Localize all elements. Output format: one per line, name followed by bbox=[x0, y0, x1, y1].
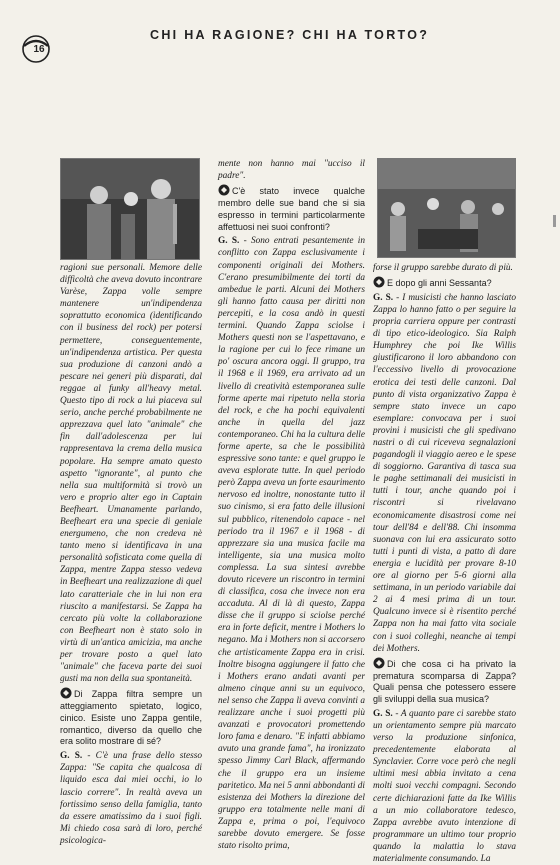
photo-band-stage-icon bbox=[378, 159, 515, 257]
col1-answer-text: - C'è una frase dello stesso Zappa: "Se capita che qualcosa di liquido esca dai miei occhi, io lo lascio correre". In realtà aveva un fortissimo senso della famiglia, tanto da essere amatissimo da i suoi figli. Mi chiedo cosa sarà di loro, perché psicologica- bbox=[60, 751, 203, 846]
text-column-1 bbox=[60, 262, 202, 847]
col3-question-1 bbox=[373, 276, 516, 290]
answer-label: G. S. bbox=[373, 708, 393, 719]
photo-left bbox=[60, 158, 200, 260]
binding-mark bbox=[553, 215, 556, 227]
col1-question bbox=[60, 687, 202, 748]
col2-answer bbox=[218, 235, 365, 852]
answer-label: G. S. bbox=[373, 292, 394, 303]
question-marker-icon bbox=[60, 687, 72, 699]
answer-label: G. S. bbox=[60, 751, 83, 762]
col2-paragraph: mente non hanno mai "ucciso il padre". bbox=[218, 159, 365, 182]
col3-question-2-text: Di che cosa ci ha privato la prematura scomparsa di Zappa? Quali pensa che potessero essere gli sviluppi della sua musica? bbox=[373, 658, 516, 705]
col1-paragraph: ragioni sue personali. Memore delle difficoltà che aveva dovuto incontrare Varèse, Zappa volle sempre mantenere un'indipendenza soprattutto economica (identificando con il business del rock) per potersi permettere, conseguentemente, un'indipendenza artistica. Per questa sua produzione di canzoni andò a pescare nei generi più disparati, dal reggae al funky all'heavy metal. Questo tipo di rock a lui piaceva sul serio, anche perché probabilmente ne apprezzava quel lato "animale" che fin dall'adolescenza per lui rappresentava la crema della musica popolare. Ha sempre amato questo aspetto "ignorante", al punto che nella sua multiformità si trovò un vero e proprio alter ego in Captain Beefheart. Umanamente parlando, Beefheart era una specie di geniale energumeno, che non credeva nè tanto meno si identificava in una personalità sofisticata come quella di Zappa, mentre Zappa stesso vedeva in Beefheart una realizzazione di quel lato caratteriale che in lui non era riuscito a manifestarsi. Se Zappa ha cercato più volte la collaborazione con Beefheart non è stato solo in virtù di un'antica amicizia, ma anche per trovare posto a quel lato "animale" che faceva parte dei suoi gusti ma non della sua spontaneità. bbox=[60, 263, 202, 685]
question-marker-icon bbox=[373, 657, 385, 669]
col3-question-1-text: E dopo gli anni Sessanta? bbox=[387, 278, 492, 289]
page-header-title: CHI HA RAGIONE? CHI HA TORTO? bbox=[150, 28, 430, 42]
page-number: 16 bbox=[33, 44, 45, 55]
col3-answer-1 bbox=[373, 292, 516, 655]
text-column-3 bbox=[373, 262, 516, 865]
col3-answer-1-text: - I musicisti che hanno lasciato Zappa lo hanno fatto o per seguire la propria carriera oppure per contrasti di tipo etico-ideologico. Sia Ralph Humphrey che poi Ike Willis giustificarono il loro abbandono con l'eccessivo livello di provocazione erotica dei testi delle canzoni. Dal punto di vista organizzativo Zappa è sempre stato invece un capo esemplare: convocava per i suoi provini i musicisti che gli spedivano nastri o di cui riceveva segnalazioni pagandogli il viaggio aereo e le spese di soggiorno. Garantiva di tasca sua le paghe settimanali dei musicisti in tutti i tour, anche quando poi i riscontri si rivelavano economicamente disastrosi come nei tour dell'84 e dell'88. Chi insomma suonava con lui era assicurato sotto tutti i punti di vista, a patto di dare energia e lucidità per provare 8-10 ore al giorno per 5-6 giorni alla settimana, in un periodo variabile dai 2 ai 4 mesi prima di un tour. Qualcuno invece si è risentito perché Zappa non ha mai fatto vita sociale con i suoi colleghi, neanche ai tempi dei Mothers. bbox=[373, 292, 517, 654]
col2-question bbox=[218, 184, 365, 233]
question-marker-icon bbox=[373, 276, 385, 288]
col2-question-text: C'è stato invece qualche membro delle sue band che si sia espresso in termini particolarmente affettuosi nei suoi confronti? bbox=[218, 186, 365, 232]
photo-right bbox=[377, 158, 516, 258]
answer-label: G. S. bbox=[218, 236, 240, 247]
text-column-2 bbox=[218, 158, 365, 852]
col3-answer-2-text: - A quanto pare ci sarebbe stato un orientamento sempre più marcato verso la produzione sinfonica, precedentemente elaborata al Synclavier. Corre voce però che negli ultimi mesi abbia invitato a cena molti suoi vecchi compagni. Secondo certe dichiarazioni fatte da Ike Willis a un mio collaboratore tedesco, Zappa avrebbe avuto intenzione di programmare un ultimo tour proprio quando la malattia lo stava materialmente consumando. La bbox=[373, 708, 517, 865]
col3-paragraph: forse il gruppo sarebbe durato di più. bbox=[373, 263, 513, 273]
photo-three-men-icon bbox=[61, 159, 199, 259]
col1-answer bbox=[60, 750, 202, 847]
col3-answer-2 bbox=[373, 708, 516, 865]
col2-answer-text: - Sono entrati pesantemente in conflitto con Zappa esclusivamente i componenti originali dei Mothers. C'erano presumibilmente dei torti da ambedue le parti. Alcuni dei Mothers gli hanno fatto causa per diritti non percepiti, e la cosa andò in questi termini. Quando Zappa sciolse i Mothers questi non se l'aspettavano, e la ragione per cui lo fece rimane un po' oscura ancora oggi. Il gruppo, tra il 1968 e il 1969, era arrivato ad un livello di creatività estemporanea sulle forme aperte mai ripetuto nella storia del rock, e che ha pochi equivalenti anche in quella del jazz contemporaneo. Chi ha la cultura delle forme aperte, sa che le possibilità espressive sono tante: e quel gruppo le aveva esplorate tutte. In quel periodo però Zappa aveva un forte esaurimento nervoso ed inoltre, nonostante tutto il suo cinismo, si era fatto delle illusioni sul pubblico, ritenendolo capace - nel periodo tra il 1967 e il 1968 - di apprezzare sia una musica facile ma intelligente, sia una musica molto complessa. La sua sintesi avrebbe dovuto ricevere un riscontro in termini di classifica, cosa che invece non era accaduta. Al di là di questo, Zappa disse che il gruppo si sciolse perché era in forte deficit, mentre i Mothers lo negano. Ma i Mothers non si accorsero che artisticamente Zappa era in crisi. Inoltre bisogna aggiungere il fatto che i Mothers erano andati avanti per almeno cinque anni su un equivoco, nel senso che Zappa li aveva convinti a realizzare anche i suoi progetti più avanzati e provocatori promettendo loro fama e denaro. "E infatti abbiamo avuto una grande fama", ha ironizzato spesso Jimmy Carl Black, affermando che il gruppo era un insieme paritetico. Ma nei 5 anni abbondanti di esistenza dei Mothers la direzione del gruppo era totalmente nelle mani di Zappa e, prima o poi, l'equivoco sarebbe dovuto emergere. Se fosse stato risolto prima, bbox=[218, 236, 365, 852]
question-marker-icon bbox=[218, 184, 230, 196]
col1-question-text: Di Zappa filtra sempre un atteggiamento spietato, logico, cinico. Esiste uno Zappa gentile, romantico, diverso da quello che era solito mostrare di sé? bbox=[60, 689, 202, 747]
col3-question-2 bbox=[373, 657, 516, 706]
